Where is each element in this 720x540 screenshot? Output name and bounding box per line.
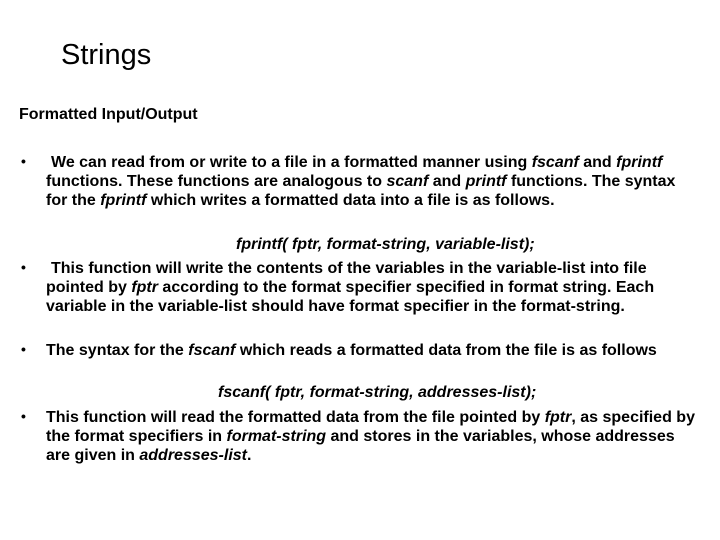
- bullet-paragraph-fscanf-description: This function will read the formatted data from the file pointed by fptr, as specified by the format specifiers in format-string and stores in the variables, whose addresses are given in addresses-list.: [46, 409, 695, 465]
- bullet-paragraph-fscanf-intro: The syntax for the fscanf which reads a formatted data from the file is as follows: [46, 342, 657, 359]
- bullet-marker: •: [21, 408, 26, 424]
- bullet-marker: •: [21, 153, 26, 169]
- slide-subtitle: Formatted Input/Output: [19, 106, 198, 123]
- slide-title: Strings: [61, 39, 152, 71]
- bullet-marker: •: [21, 341, 26, 357]
- bullet-paragraph-fprintf-description: This function will write the contents of the variables in the variable-list into file pointed by fptr according to the format specifier specified in format string. Each variable in the variable-list should have format specifier in the format-string.: [46, 260, 655, 316]
- bullet-marker: •: [21, 259, 26, 275]
- fprintf-syntax: fprintf( fptr, format-string, variable-list);: [236, 236, 535, 253]
- fscanf-syntax: fscanf( fptr, format-string, addresses-list);: [218, 384, 537, 401]
- bullet-paragraph-fprintf-intro: We can read from or write to a file in a formatted manner using fscanf and fprintf functions. These functions are analogous to scanf and printf functions. The syntax for the fprintf which writes a formatted data into a file is as follows.: [46, 154, 676, 210]
